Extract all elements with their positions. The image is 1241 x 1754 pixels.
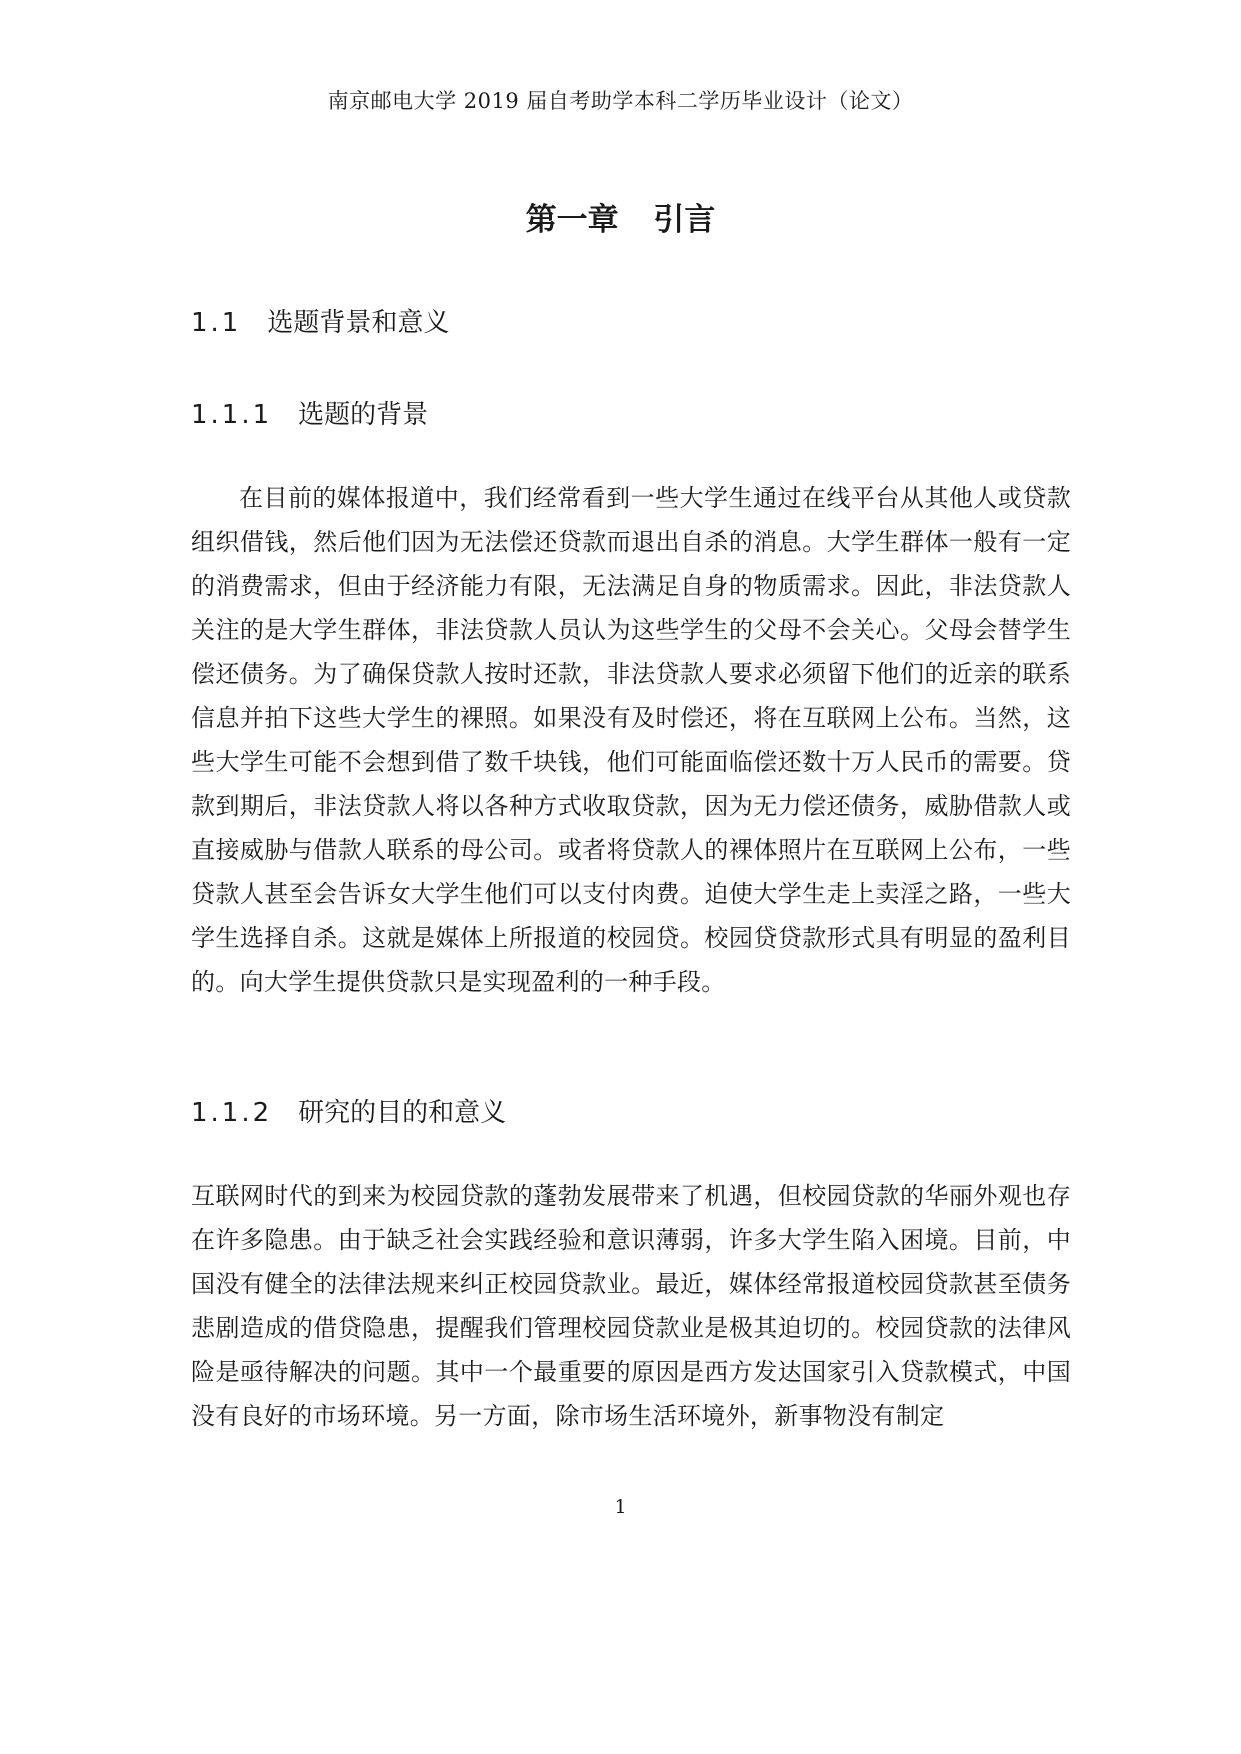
subsection-number: 1.1.2: [191, 1098, 273, 1128]
section-number: 1.1: [191, 308, 242, 338]
subsection-heading-1-1-2: [191, 1095, 506, 1131]
subsection-number: 1.1.1: [191, 400, 273, 430]
chapter-title: 第一章 引言: [525, 202, 716, 238]
running-header: 南京邮电大学 2019 届自考助学本科二学历毕业设计（论文）: [327, 89, 914, 113]
subsection-heading-1-1-1: [191, 397, 428, 433]
subsection-title: 选题的背景: [298, 400, 429, 430]
section-title: 选题背景和意义: [267, 308, 450, 338]
subsection-title: 研究的目的和意义: [298, 1098, 507, 1128]
body-paragraph-purpose: 互联网时代的到来为校园贷款的蓬勃发展带来了机遇，但校园贷款的华丽外观也存在许多隐患。由于缺乏社会实践经验和意识薄弱，许多大学生陷入困境。目前，中国没有健全的法律法规来纠正校园贷款业。最近，媒体经常报道校园贷款甚至债务悲剧造成的借贷隐患，提醒我们管理校园贷款业是极其迫切的。校园贷款的法律风险是亟待解决的问题。其中一个最重要的原因是西方发达国家引入贷款模式，中国没有良好的市场环境。另一方面，除市场生活环境外，新事物没有制定: [191, 1182, 1071, 1430]
page-number: 1: [614, 1496, 627, 1518]
body-paragraph-background: 在目前的媒体报道中，我们经常看到一些大学生通过在线平台从其他人或贷款组织借钱，然后他们因为无法偿还贷款而退出自杀的消息。大学生群体一般有一定的消费需求，但由于经济能力有限，无法满足自身的物质需求。因此，非法贷款人关注的是大学生群体，非法贷款人员认为这些学生的父母不会关心。父母会替学生偿还债务。为了确保贷款人按时还款，非法贷款人要求必须留下他们的近亲的联系信息并拍下这些大学生的裸照。如果没有及时偿还，将在互联网上公布。当然，这些大学生可能不会想到借了数千块钱，他们可能面临偿还数十万人民币的需要。贷款到期后，非法贷款人将以各种方式收取贷款，因为无力偿还债务，威胁借款人或直接威胁与借款人联系的母公司。或者将贷款人的裸体照片在互联网上公布，一些贷款人甚至会告诉女大学生他们可以支付肉费。迫使大学生走上卖淫之路，一些大学生选择自杀。这就是媒体上所报道的校园贷。校园贷贷款形式具有明显的盈利目的。向大学生提供贷款只是实现盈利的一种手段。: [191, 484, 1071, 996]
section-heading-1-1: [191, 305, 449, 341]
